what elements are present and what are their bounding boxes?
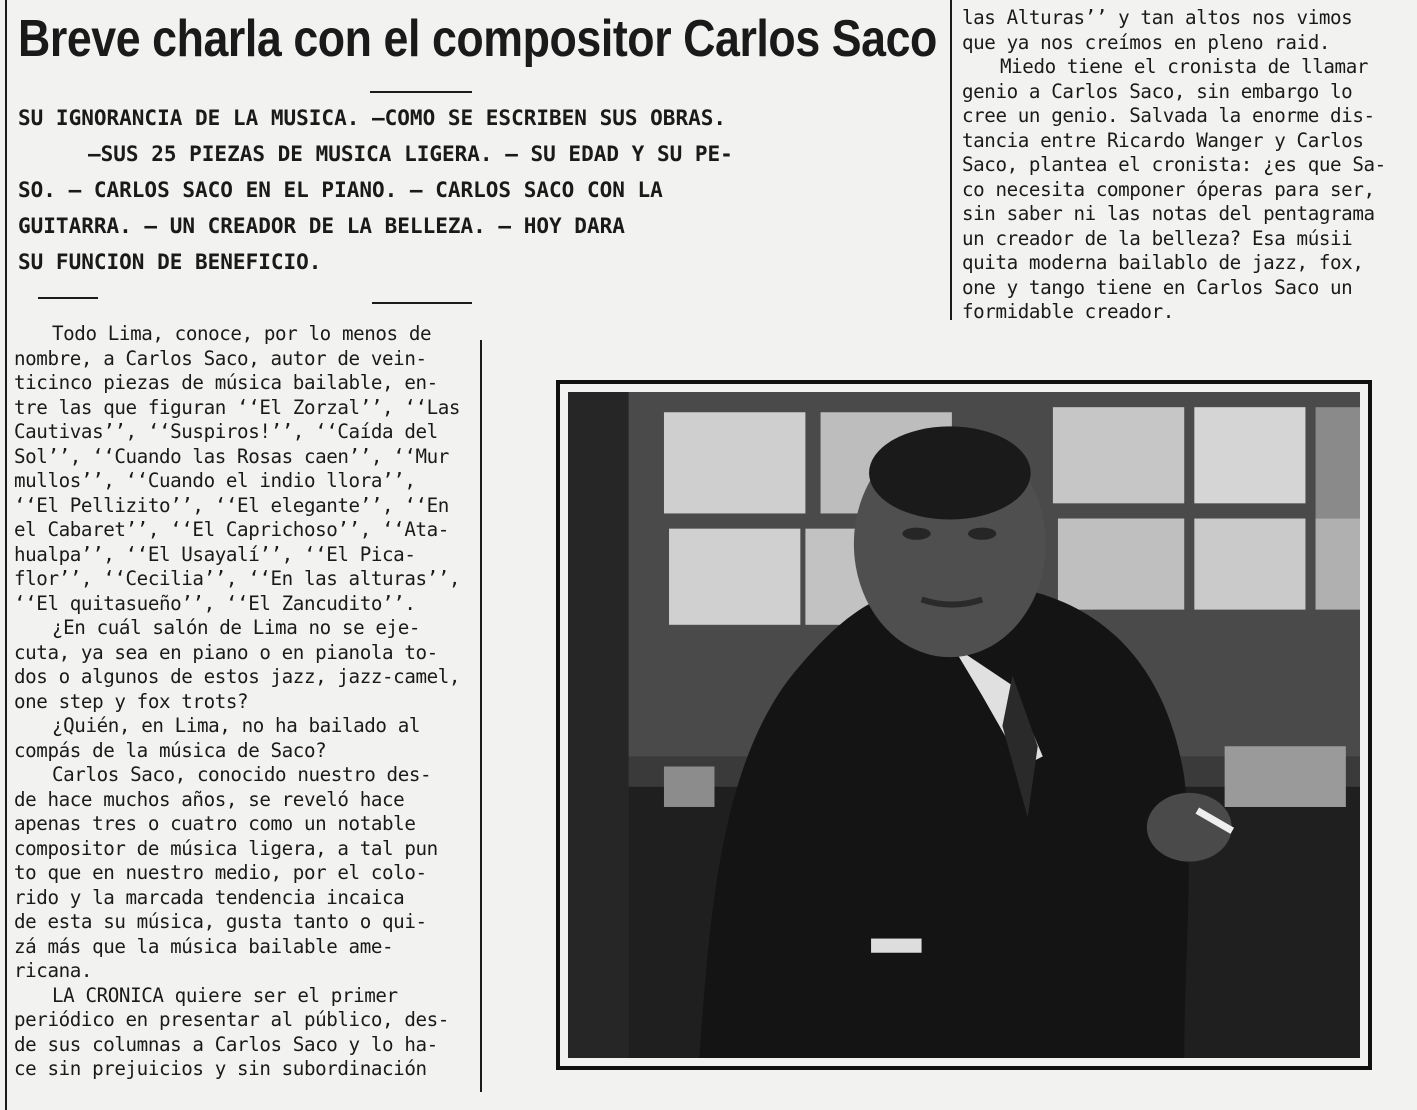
text-line: one step y fox trots? [14, 689, 249, 713]
text-line: de sus columnas a Carlos Saco y lo ha- [14, 1032, 438, 1056]
text-line: Sol’’, ‘‘Cuando las Rosas caen’’, ‘‘Mur [14, 444, 449, 468]
text-line: que ya nos creímos en pleno raid. [962, 30, 1331, 54]
text-line: cree un genio. Salvada la enorme dis- [962, 104, 1375, 127]
text-line: ¿Quién, en Lima, no ha bailado al [52, 714, 421, 737]
text-line: rido y la marcada tendencia incaica [14, 885, 405, 909]
text-line: ‘‘El quitasueño’’, ‘‘El Zancudito’’. [14, 591, 416, 615]
headline: Breve charla con el compositor Carlos Saco [18, 10, 937, 68]
text-line: Todo Lima, conoce, por lo menos de [52, 322, 432, 345]
text-line: compás de la música de Saco? [14, 738, 327, 762]
text-line: Cautivas’’, ‘‘Suspiros!’’, ‘‘Caída del [14, 420, 438, 443]
portrait-photo [568, 392, 1360, 1058]
text-line: Carlos Saco, conocido nuestro des- [52, 763, 432, 786]
text-line: ricana. [14, 959, 93, 982]
text-line: Saco, plantea el cronista: ¿es que Sa- [962, 153, 1386, 176]
photo-frame [556, 380, 1372, 1070]
text-line: de esta su música, gusta tanto o qui- [14, 910, 427, 933]
text-line: co necesita componer óperas para ser, [962, 177, 1375, 201]
text-line: ‘‘El Pellizito’’, ‘‘El elegante’’, ‘‘En [14, 493, 449, 517]
text-line: tancia entre Ricardo Wanger y Carlos [962, 128, 1364, 152]
text-line: one y tango tiene en Carlos Saco un [962, 275, 1353, 299]
subheadings [18, 100, 930, 280]
text-line: nombre, a Carlos Saco, autor de vein- [14, 346, 427, 370]
text-line: quita moderna bailablo de jazz, fox, [962, 251, 1364, 274]
section-divider-short [38, 297, 98, 299]
text-line: compositor de música ligera, a tal pun [14, 836, 438, 860]
text-line: cuta, ya sea en piano o en pianola to- [14, 640, 438, 664]
subhead-line: GUITARRA. — UN CREADOR DE LA BELLEZA. — HOY DARA [18, 214, 625, 238]
text-line: tre las que figuran ‘‘El Zorzal’’, ‘‘Las [14, 395, 461, 419]
right-column-rule [950, 0, 952, 320]
text-line: mullos’’, ‘‘Cuando el indio llora’’, [14, 469, 416, 492]
left-page-rule [5, 0, 7, 1110]
text-line: genio a Carlos Saco, sin embargo lo [962, 79, 1353, 103]
portrait-illustration [568, 392, 1360, 1058]
text-line: el Cabaret’’, ‘‘El Caprichoso’’, ‘‘Ata- [14, 518, 449, 541]
subhead-line: SU IGNORANCIA DE LA MUSICA. —COMO SE ESCRIBEN SUS OBRAS. [18, 106, 727, 130]
text-line: flor’’, ‘‘Cecilia’’, ‘‘En las alturas’’, [14, 567, 461, 590]
text-line: ticinco piezas de música bailable, en- [14, 371, 438, 394]
left-column-rule [480, 340, 482, 1092]
left-body-column [14, 322, 470, 1082]
text-line: sin saber ni las notas del pentagrama [962, 202, 1375, 225]
text-line: zá más que la música bailable ame- [14, 934, 394, 958]
text-line: formidable creador. [962, 300, 1174, 323]
text-line: de hace muchos años, se reveló hace [14, 787, 405, 811]
text-line: periódico en presentar al público, des- [14, 1008, 449, 1031]
text-line: las Alturas’’ y tan altos nos vimos [962, 6, 1353, 29]
subhead-line: —SUS 25 PIEZAS DE MUSICA LIGERA. — SU EDAD Y SU PE- [88, 142, 733, 166]
text-line: ce sin prejuicios y sin subordinación [14, 1057, 427, 1080]
headline-divider [370, 91, 472, 93]
text-line: hualpa’’, ‘‘El Usayalí’’, ‘‘El Pica- [14, 542, 416, 566]
subhead-line: SO. — CARLOS SACO EN EL PIANO. — CARLOS SACO CON LA [18, 178, 663, 202]
text-line: ¿En cuál salón de Lima no se eje- [52, 616, 421, 639]
text-line: dos o algunos de estos jazz, jazz-camel, [14, 665, 461, 688]
section-divider-long [372, 302, 472, 304]
text-line: to que en nuestro medio, por el colo- [14, 861, 427, 884]
right-body-column [962, 6, 1407, 325]
text-line: apenas tres o cuatro como un notable [14, 812, 416, 835]
text-line: Miedo tiene el cronista de llamar [1000, 55, 1369, 78]
text-line: un creador de la belleza? Esa músii [962, 226, 1353, 250]
subhead-line: SU FUNCION DE BENEFICIO. [18, 250, 322, 274]
text-line: LA CRONICA quiere ser el primer [52, 983, 398, 1007]
